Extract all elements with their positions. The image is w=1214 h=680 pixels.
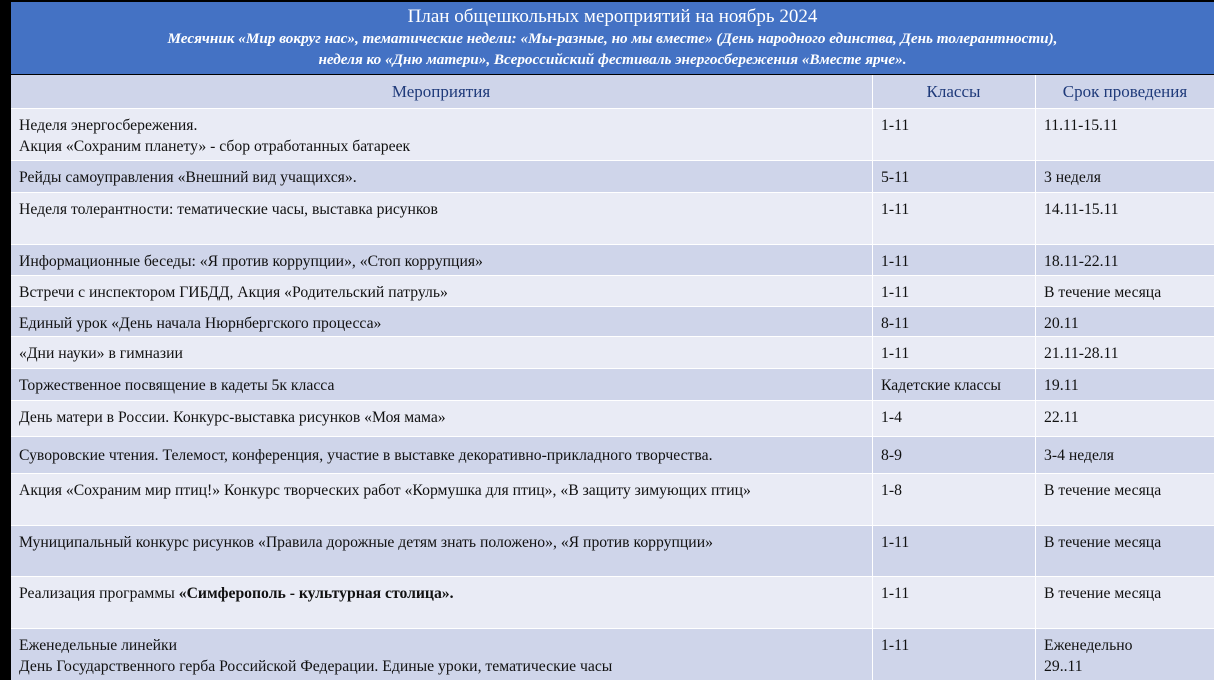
event-cell	[11, 577, 871, 628]
event-text-bold: «Симферополь - культурная столица».	[178, 585, 454, 602]
table-row	[11, 160, 1214, 192]
subtitle-line-2: неделя ко «Дню матери», Всероссийский фестиваль энергосбережения «Вместе ярче».	[318, 51, 907, 68]
event-cell	[11, 629, 871, 680]
table-header-row	[11, 75, 1214, 108]
table-row	[11, 275, 1214, 306]
event-cell	[11, 109, 871, 160]
event-text: Реализация программы	[19, 585, 179, 602]
table-row	[11, 244, 1214, 275]
date-cell: 14.11-15.11	[1035, 193, 1214, 244]
event-cell: Муниципальный конкурс рисунков «Правила дорожные детям знать положено», «Я против коррупции»	[19, 534, 713, 551]
date-cell: В течение месяца	[1035, 474, 1214, 525]
table-row	[11, 628, 1214, 680]
table-row	[11, 436, 1214, 473]
event-cell: День матери в России. Конкурс-выставка рисунков «Моя мама»	[19, 409, 446, 426]
events-table	[11, 75, 1214, 680]
event-cell: Акция «Сохраним мир птиц!» Конкурс творческих работ «Кормушка для птиц», «В защиту зимующих птиц»	[19, 482, 751, 499]
table-row	[11, 336, 1214, 368]
column-header-events: Мероприятия	[391, 82, 491, 101]
grades-cell: 1-11	[872, 276, 1034, 306]
grades-cell: Кадетские классы	[872, 369, 1034, 400]
table-row	[11, 473, 1214, 525]
event-cell: Информационные беседы: «Я против коррупции», «Стоп коррупция»	[19, 253, 483, 270]
date-cell: 18.11-22.11	[1035, 245, 1214, 275]
date-cell: В течение месяца	[1035, 577, 1214, 628]
grades-cell: 8-9	[872, 437, 1034, 473]
grades-cell: 1-11	[872, 337, 1034, 368]
grades-cell: 1-8	[872, 474, 1034, 525]
grades-cell: 1-11	[872, 245, 1034, 275]
grades-cell: 8-11	[872, 307, 1034, 336]
date-cell: 21.11-28.11	[1035, 337, 1214, 368]
event-cell: Единый урок «День начала Нюрнбергского процесса»	[19, 315, 382, 332]
event-text: Еженедельные линейки	[19, 637, 178, 654]
table-row	[11, 576, 1214, 628]
event-cell: Рейды самоуправления «Внешний вид учащихся».	[19, 169, 357, 186]
page-title: План общешкольных мероприятий на ноябрь 2024	[407, 6, 818, 27]
table-row	[11, 306, 1214, 336]
event-cell: Неделя толерантности: тематические часы, выставка рисунков	[19, 201, 438, 218]
table-row	[11, 525, 1214, 576]
event-text-line2: Акция «Сохраним планету» - сбор отработанных батареек	[19, 138, 411, 155]
event-cell: «Дни науки» в гимназии	[19, 345, 183, 362]
grades-cell: 5-11	[872, 161, 1034, 192]
date-cell: В течение месяца	[1035, 276, 1214, 306]
date-text: Еженедельно	[1044, 637, 1133, 654]
table-row	[11, 108, 1214, 160]
date-cell: В течение месяца	[1035, 526, 1214, 576]
column-header-grades: Классы	[872, 75, 1034, 108]
grades-cell: 1-11	[872, 526, 1034, 576]
date-cell: 20.11	[1035, 307, 1214, 336]
grades-cell: 1-11	[872, 109, 1034, 160]
table-row	[11, 400, 1214, 436]
date-text-line2: 29..11	[1044, 658, 1083, 675]
event-text: Неделя энергосбережения.	[19, 117, 198, 134]
slide-header	[11, 2, 1214, 74]
date-cell: 3-4 неделя	[1035, 437, 1214, 473]
date-cell: 3 неделя	[1035, 161, 1214, 192]
date-cell	[1035, 629, 1214, 680]
date-cell: 19.11	[1035, 369, 1214, 400]
date-cell: 11.11-15.11	[1035, 109, 1214, 160]
event-cell: Встречи с инспектором ГИБДД, Акция «Родительский патруль»	[19, 284, 448, 301]
grades-cell: 1-11	[872, 193, 1034, 244]
table-row	[11, 192, 1214, 244]
event-text-line2: День Государственного герба Российской Федерации. Единые уроки, тематические часы	[19, 658, 613, 675]
event-cell: Суворовские чтения. Телемост, конференция, участие в выставке декоративно-прикладного творчества.	[19, 447, 713, 464]
event-cell: Торжественное посвящение в кадеты 5к класса	[19, 377, 335, 394]
table-row	[11, 368, 1214, 400]
grades-cell: 1-11	[872, 577, 1034, 628]
grades-cell: 1-11	[872, 629, 1034, 680]
slide	[11, 2, 1214, 680]
column-header-dates: Срок проведения	[1035, 75, 1214, 108]
subtitle-line-1: Месячник «Мир вокруг нас», тематические недели: «Мы-разные, но мы вместе» (День народного единства, День толерантности),	[167, 30, 1058, 47]
date-cell: 22.11	[1035, 401, 1214, 436]
grades-cell: 1-4	[872, 401, 1034, 436]
